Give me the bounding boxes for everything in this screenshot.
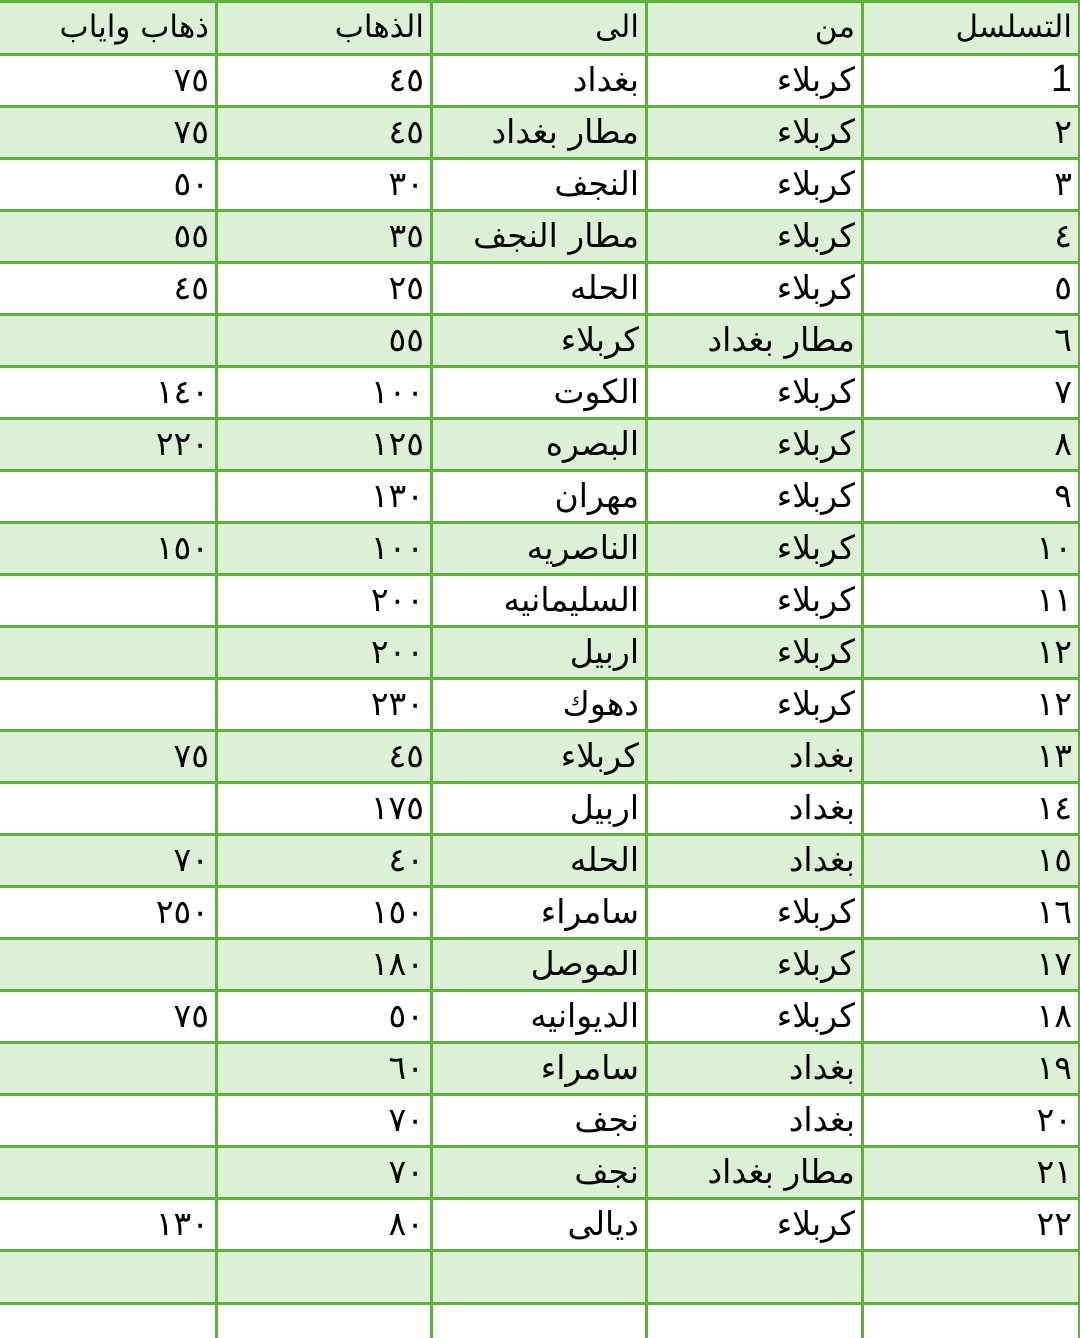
table-row	[0, 367, 1080, 419]
table-row	[0, 1043, 1080, 1095]
cell-round-trip	[0, 315, 217, 367]
cell-seq: ١٦	[863, 887, 1080, 939]
cell-from: كربلاء	[647, 939, 863, 991]
cell-one-way: ٢٥	[217, 263, 432, 315]
cell-seq: ١٠	[863, 523, 1080, 575]
header-from: من	[647, 2, 863, 55]
cell-round-trip: ٤٥	[0, 263, 217, 315]
cell-from: كربلاء	[647, 679, 863, 731]
cell-to: كربلاء	[432, 731, 647, 783]
table-row	[0, 835, 1080, 887]
cell-to: النجف	[432, 159, 647, 211]
cell-one-way: ١٨٠	[217, 939, 432, 991]
cell-one-way: ٣٥	[217, 211, 432, 263]
cell-round-trip	[0, 939, 217, 991]
cell-seq: ٧	[863, 367, 1080, 419]
table-row	[0, 887, 1080, 939]
cell-round-trip: ١٥٠	[0, 523, 217, 575]
cell-seq: ١١	[863, 575, 1080, 627]
cell-round-trip	[0, 783, 217, 835]
table-row	[0, 211, 1080, 263]
cell-seq: ١٢	[863, 627, 1080, 679]
cell-to: نجف	[432, 1147, 647, 1199]
cell-to: الحله	[432, 835, 647, 887]
empty-cell	[863, 1304, 1080, 1338]
cell-from: كربلاء	[647, 263, 863, 315]
cell-seq: ٦	[863, 315, 1080, 367]
cell-one-way: ٥٥	[217, 315, 432, 367]
cell-seq: ٢١	[863, 1147, 1080, 1199]
cell-from: مطار بغداد	[647, 315, 863, 367]
cell-one-way: ١٠٠	[217, 523, 432, 575]
cell-one-way: ٨٠	[217, 1199, 432, 1251]
empty-cell	[863, 1251, 1080, 1304]
cell-one-way: ٧٠	[217, 1147, 432, 1199]
table-row	[0, 1095, 1080, 1147]
cell-round-trip: ٧٠	[0, 835, 217, 887]
cell-from: كربلاء	[647, 419, 863, 471]
table-row	[0, 55, 1080, 107]
table-row	[0, 1147, 1080, 1199]
cell-one-way: ٦٠	[217, 1043, 432, 1095]
cell-round-trip	[0, 679, 217, 731]
cell-from: بغداد	[647, 835, 863, 887]
cell-to: الكوت	[432, 367, 647, 419]
cell-one-way: ٢٠٠	[217, 575, 432, 627]
cell-from: بغداد	[647, 1095, 863, 1147]
cell-round-trip	[0, 1043, 217, 1095]
table-row	[0, 783, 1080, 835]
cell-one-way: ٧٠	[217, 1095, 432, 1147]
cell-from: كربلاء	[647, 1199, 863, 1251]
cell-to: بغداد	[432, 55, 647, 107]
cell-round-trip: ٢٢٠	[0, 419, 217, 471]
cell-seq: ١٥	[863, 835, 1080, 887]
empty-cell	[217, 1251, 432, 1304]
cell-seq: ٢	[863, 107, 1080, 159]
cell-from: كربلاء	[647, 991, 863, 1043]
cell-round-trip: ٢٥٠	[0, 887, 217, 939]
cell-seq: 1	[863, 55, 1080, 107]
cell-seq: ٢٠	[863, 1095, 1080, 1147]
cell-from: كربلاء	[647, 55, 863, 107]
cell-seq: ٨	[863, 419, 1080, 471]
empty-cell	[0, 1304, 217, 1338]
cell-round-trip	[0, 627, 217, 679]
cell-round-trip	[0, 1095, 217, 1147]
cell-to: الديوانيه	[432, 991, 647, 1043]
cell-round-trip: ٧٥	[0, 731, 217, 783]
empty-cell	[432, 1251, 647, 1304]
cell-one-way: ٤٥	[217, 107, 432, 159]
cell-seq: ١٤	[863, 783, 1080, 835]
table-row	[0, 315, 1080, 367]
cell-round-trip: ٧٥	[0, 55, 217, 107]
cell-round-trip: ٧٥	[0, 991, 217, 1043]
empty-cell	[647, 1251, 863, 1304]
cell-from: كربلاء	[647, 523, 863, 575]
table-row	[0, 1199, 1080, 1251]
table-row	[0, 731, 1080, 783]
table-row	[0, 419, 1080, 471]
cell-from: كربلاء	[647, 107, 863, 159]
empty-cell	[647, 1304, 863, 1338]
cell-from: كربلاء	[647, 471, 863, 523]
table-row	[0, 939, 1080, 991]
cell-seq: ٢٢	[863, 1199, 1080, 1251]
header-to: الى	[432, 2, 647, 55]
cell-round-trip	[0, 471, 217, 523]
cell-to: الناصريه	[432, 523, 647, 575]
cell-to: سامراء	[432, 1043, 647, 1095]
cell-seq: ٥	[863, 263, 1080, 315]
cell-from: بغداد	[647, 783, 863, 835]
cell-seq: ١٧	[863, 939, 1080, 991]
cell-to: كربلاء	[432, 315, 647, 367]
table-row	[0, 575, 1080, 627]
cell-to: دهوك	[432, 679, 647, 731]
cell-seq: ٩	[863, 471, 1080, 523]
cell-to: اربيل	[432, 627, 647, 679]
cell-to: الحله	[432, 263, 647, 315]
cell-one-way: ٢٣٠	[217, 679, 432, 731]
cell-round-trip: ١٣٠	[0, 1199, 217, 1251]
cell-one-way: ١٠٠	[217, 367, 432, 419]
cell-one-way: ٢٠٠	[217, 627, 432, 679]
cell-seq: ٣	[863, 159, 1080, 211]
cell-to: اربيل	[432, 783, 647, 835]
cell-to: الموصل	[432, 939, 647, 991]
cell-from: بغداد	[647, 1043, 863, 1095]
table-row	[0, 679, 1080, 731]
table-row	[0, 159, 1080, 211]
cell-round-trip: ٥٥	[0, 211, 217, 263]
cell-one-way: ٣٠	[217, 159, 432, 211]
cell-one-way: ٤٥	[217, 55, 432, 107]
cell-round-trip	[0, 1147, 217, 1199]
table-row	[0, 991, 1080, 1043]
cell-to: مطار بغداد	[432, 107, 647, 159]
empty-row	[0, 1304, 1080, 1338]
cell-seq: ١٨	[863, 991, 1080, 1043]
cell-from: كربلاء	[647, 575, 863, 627]
table-row	[0, 627, 1080, 679]
empty-row	[0, 1251, 1080, 1304]
cell-round-trip: ٧٥	[0, 107, 217, 159]
cell-from: كربلاء	[647, 211, 863, 263]
cell-from: كربلاء	[647, 627, 863, 679]
cell-round-trip: ٥٠	[0, 159, 217, 211]
header-row	[0, 2, 1080, 55]
cell-one-way: ٥٠	[217, 991, 432, 1043]
empty-cell	[0, 1251, 217, 1304]
cell-round-trip: ١٤٠	[0, 367, 217, 419]
cell-round-trip	[0, 575, 217, 627]
cell-seq: ١٩	[863, 1043, 1080, 1095]
cell-seq: ١٢	[863, 679, 1080, 731]
cell-to: مهران	[432, 471, 647, 523]
cell-one-way: ٤٥	[217, 731, 432, 783]
header-seq: التسلسل	[863, 2, 1080, 55]
cell-from: كربلاء	[647, 367, 863, 419]
header-one-way: الذهاب	[217, 2, 432, 55]
table-row	[0, 471, 1080, 523]
cell-from: كربلاء	[647, 159, 863, 211]
cell-one-way: ٤٠	[217, 835, 432, 887]
cell-one-way: ١٥٠	[217, 887, 432, 939]
cell-to: سامراء	[432, 887, 647, 939]
empty-cell	[217, 1304, 432, 1338]
cell-seq: ١٣	[863, 731, 1080, 783]
cell-one-way: ١٧٥	[217, 783, 432, 835]
cell-to: ديالى	[432, 1199, 647, 1251]
cell-from: كربلاء	[647, 887, 863, 939]
cell-to: مطار النجف	[432, 211, 647, 263]
cell-to: السليمانيه	[432, 575, 647, 627]
cell-one-way: ١٣٠	[217, 471, 432, 523]
cell-seq: ٤	[863, 211, 1080, 263]
cell-from: مطار بغداد	[647, 1147, 863, 1199]
table-row	[0, 523, 1080, 575]
cell-to: البصره	[432, 419, 647, 471]
cell-to: نجف	[432, 1095, 647, 1147]
empty-cell	[432, 1304, 647, 1338]
cell-from: بغداد	[647, 731, 863, 783]
table-row	[0, 107, 1080, 159]
fare-table-body	[0, 2, 1080, 1338]
cell-one-way: ١٢٥	[217, 419, 432, 471]
table-row	[0, 263, 1080, 315]
header-round-trip: ذهاب واياب	[0, 2, 217, 55]
